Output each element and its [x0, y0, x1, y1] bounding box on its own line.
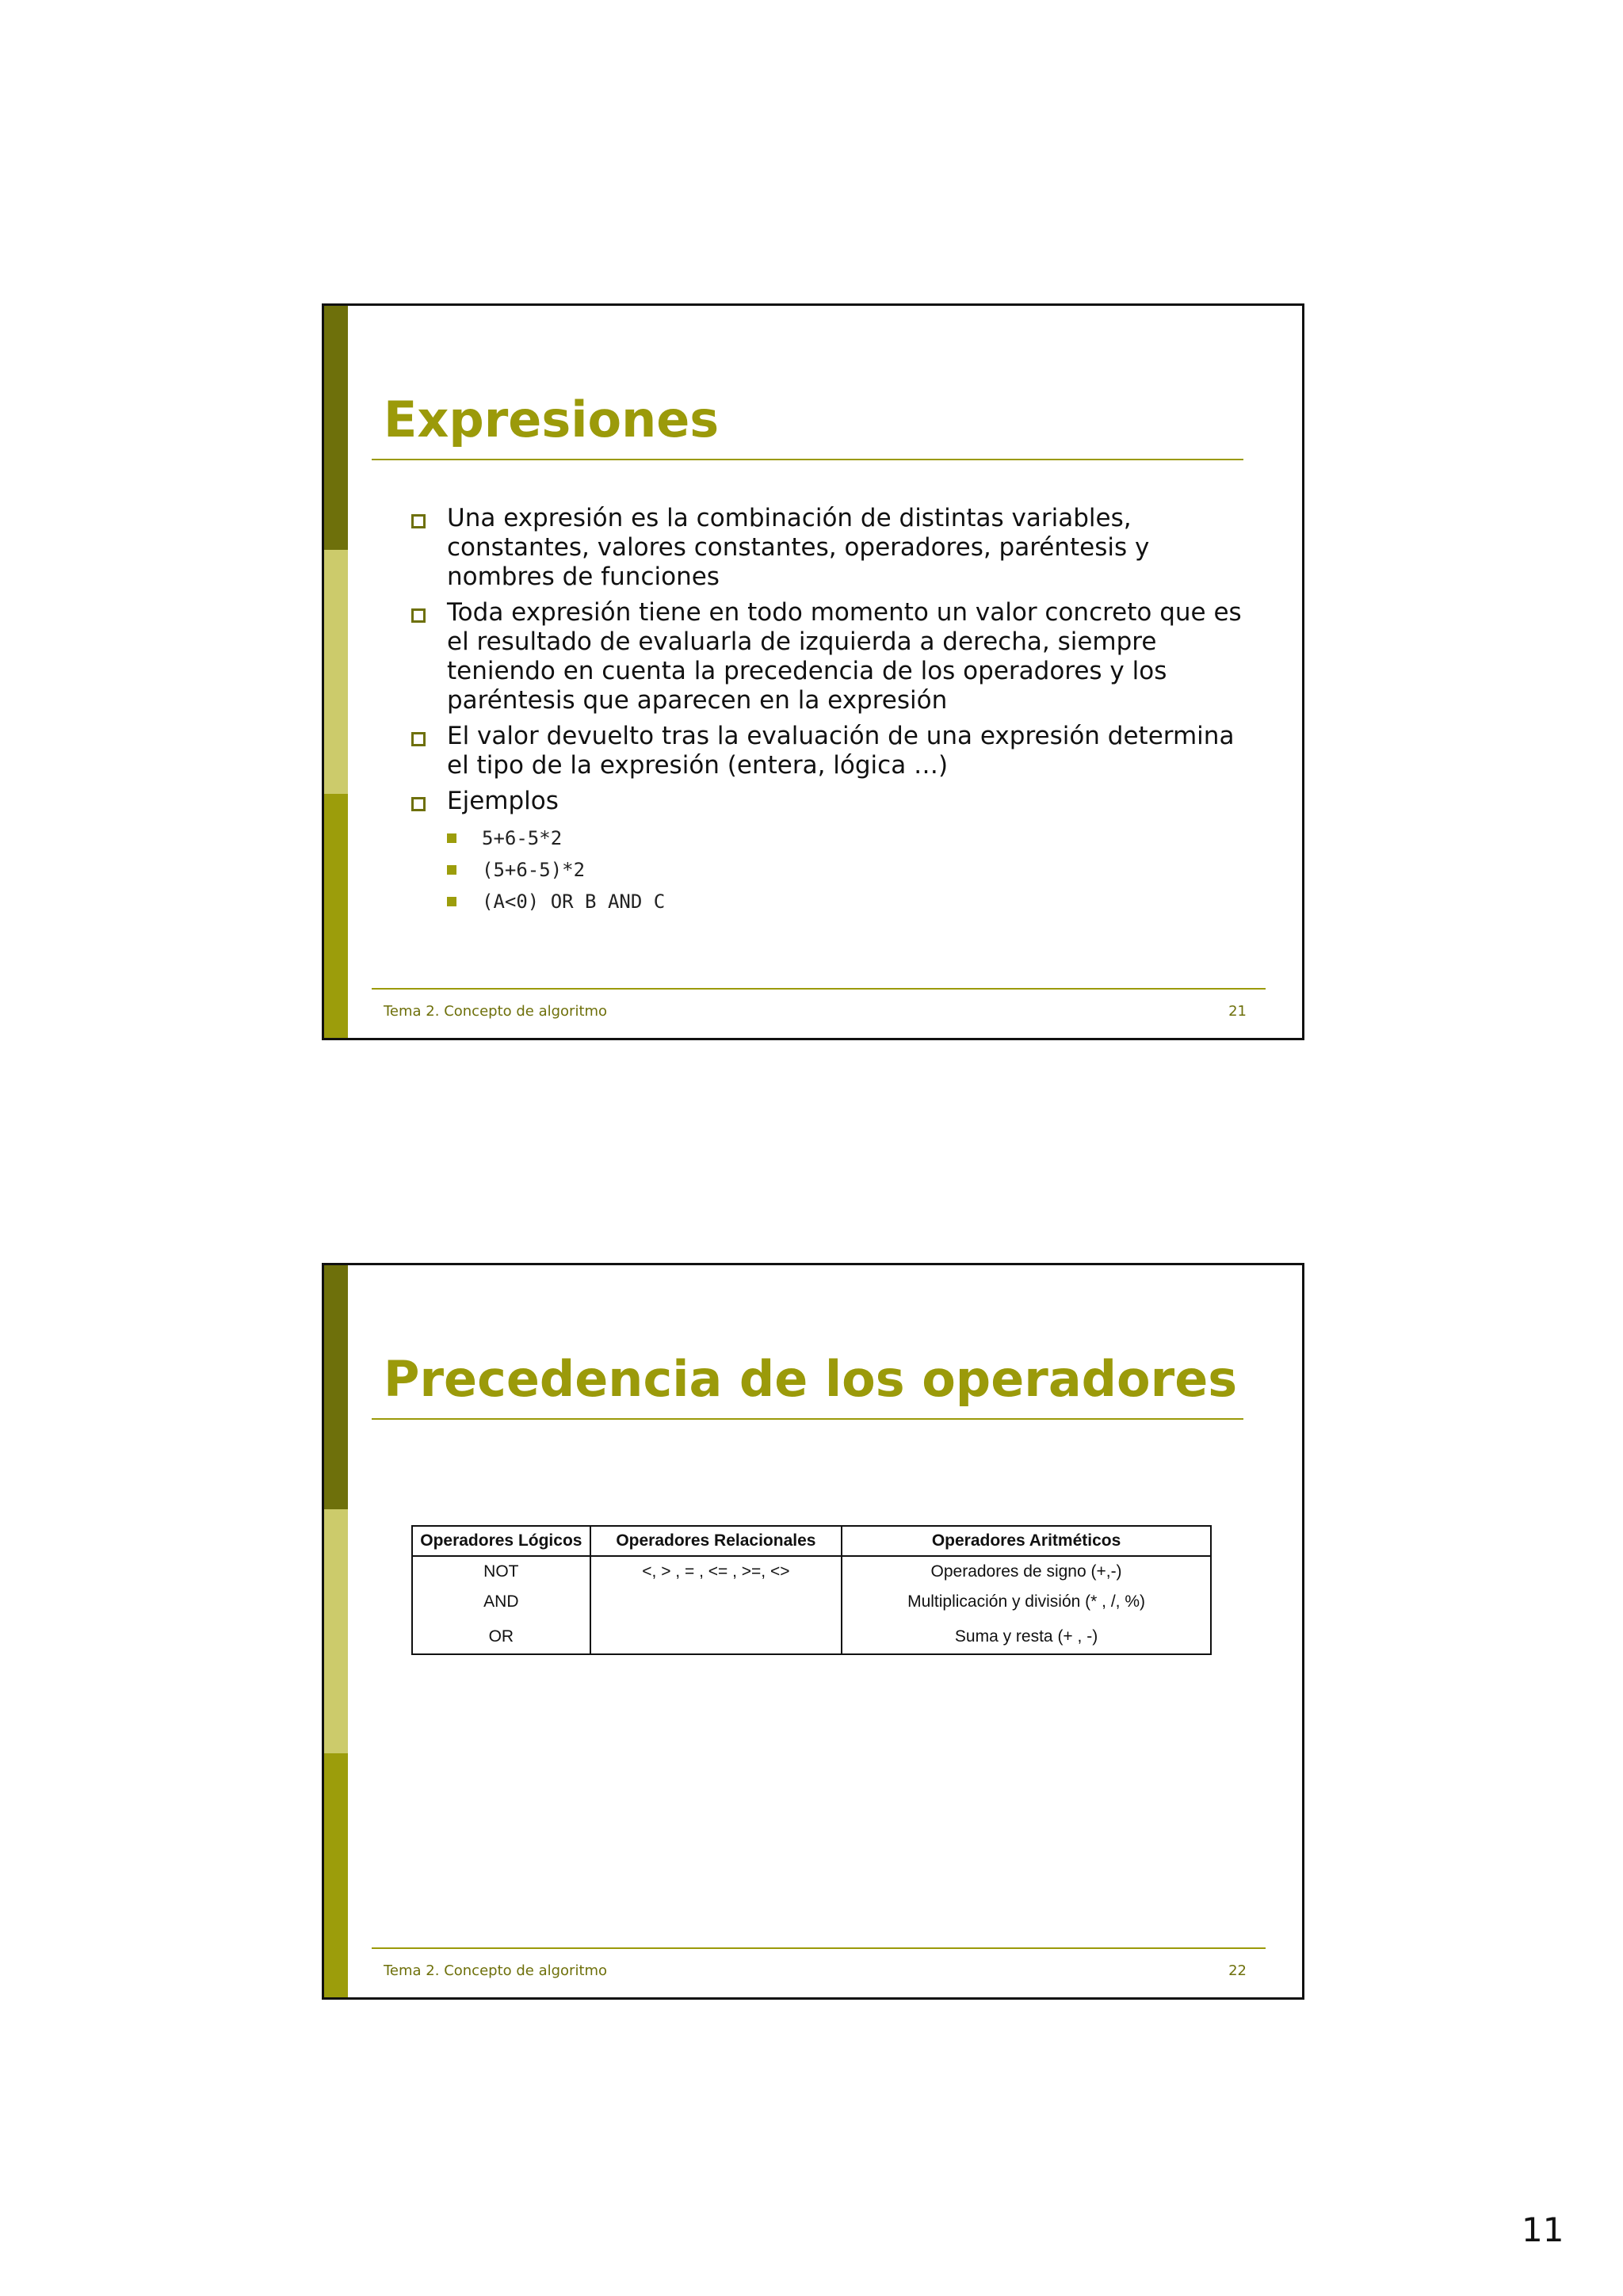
- table-header-row: [412, 1526, 1211, 1556]
- page-number: 11: [1522, 2210, 1564, 2249]
- example-item: 5+6-5*2: [447, 822, 1259, 854]
- slide-title: Expresiones: [384, 391, 720, 448]
- filled-square-bullet-icon: [447, 865, 456, 875]
- bullet-item: Toda expresión tiene en todo momento un valor concreto que es el resultado de evaluarla de izquierda a derecha, siempre teniendo en cuenta la precedencia de los operadores y los paréntesis que aparecen en la expresión: [411, 598, 1259, 715]
- slide-expresiones: [322, 303, 1304, 1040]
- square-bullet-icon: [411, 797, 426, 811]
- footer-divider: [372, 1947, 1266, 1949]
- slide-precedencia: [322, 1263, 1304, 2000]
- title-divider: [372, 459, 1243, 460]
- slide-side-stripe: [324, 1265, 348, 1997]
- slide-footer-title: Tema 2. Concepto de algoritmo: [384, 1962, 608, 1979]
- table-row: AND Multiplicación y división (* , /, %): [412, 1587, 1211, 1617]
- table-row: NOT <, > , = , <= , >=, <> Operadores de signo (+,-): [412, 1556, 1211, 1587]
- header-arithmetic: Operadores Aritméticos: [842, 1526, 1211, 1556]
- table-row: OR Suma y resta (+ , -): [412, 1617, 1211, 1654]
- square-bullet-icon: [411, 514, 426, 528]
- examples-list: [447, 822, 1259, 917]
- bullet-item: Una expresión es la combinación de distintas variables, constantes, valores constantes, operadores, paréntesis y nombres de funciones: [411, 504, 1259, 592]
- slide-side-stripe: [324, 306, 348, 1038]
- example-item: (5+6-5)*2: [447, 854, 1259, 886]
- square-bullet-icon: [411, 732, 426, 746]
- bullet-item: El valor devuelto tras la evaluación de una expresión determina el tipo de la expresión (entera, lógica …): [411, 722, 1259, 780]
- bullet-item: Ejemplos 5+6-5*2 (5+6-5)*2 (A<0) OR B AND C: [411, 787, 1259, 917]
- slide-title: Precedencia de los operadores: [384, 1350, 1238, 1408]
- header-logical: Operadores Lógicos: [412, 1526, 590, 1556]
- header-relational: Operadores Relacionales: [590, 1526, 842, 1556]
- title-divider: [372, 1418, 1243, 1420]
- filled-square-bullet-icon: [447, 897, 456, 906]
- bullet-list: [411, 504, 1259, 924]
- operators-table: [411, 1525, 1212, 1655]
- slide-number: 22: [1228, 1962, 1247, 1979]
- slide-number: 21: [1228, 1003, 1247, 1020]
- footer-divider: [372, 988, 1266, 990]
- slide-footer-title: Tema 2. Concepto de algoritmo: [384, 1003, 608, 1020]
- filled-square-bullet-icon: [447, 833, 456, 843]
- square-bullet-icon: [411, 608, 426, 623]
- example-item: (A<0) OR B AND C: [447, 886, 1259, 917]
